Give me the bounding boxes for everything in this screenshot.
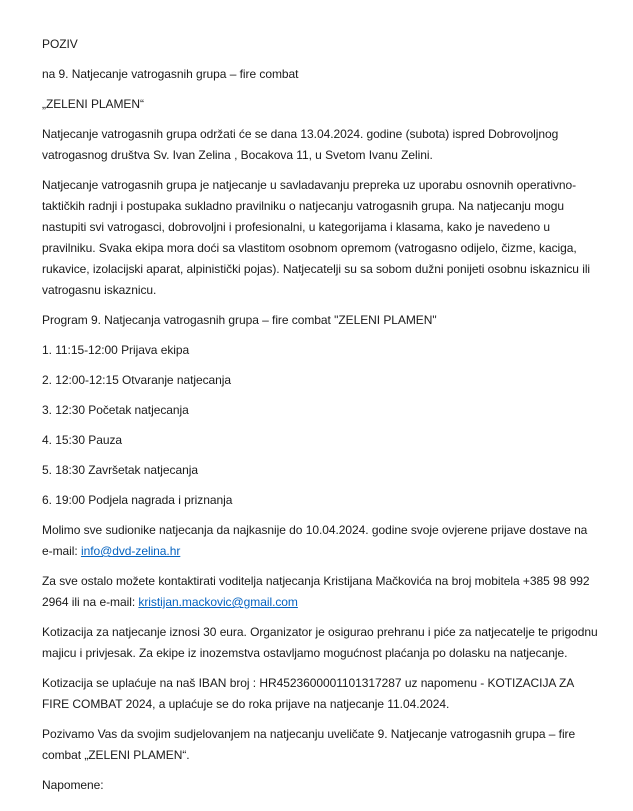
invitation-paragraph: Pozivamo Vas da svojim sudjelovanjem na natjecanju uveličate 9. Natjecanje vatrogasnih grupa – fire combat „ZELENI PLAMEN“.	[42, 727, 576, 762]
program-item-4: 4. 15:30 Pauza	[42, 433, 123, 447]
program-item-1: 1. 11:15-12:00 Prijava ekipa	[42, 343, 190, 357]
applications-email-link[interactable]: info@dvd-zelina.hr	[80, 544, 181, 558]
contact-email-link[interactable]: kristijan.mackovic@gmail.com	[138, 595, 298, 609]
program-item-5: 5. 18:30 Završetak natjecanja	[42, 463, 198, 477]
fee-paragraph: Kotizacija za natjecanje iznosi 30 eura. Organizator je osigurao prehranu i piće za natjecatelje te prigodnu majicu i privjesak. Za ekipe iz inozemstva ostavljamo mogućnost plaćanja po dolasku na natjecanje.	[42, 625, 598, 660]
event-name: „ZELENI PLAMEN“	[42, 97, 144, 111]
applications-text: Molimo sve sudionike natjecanja da najkasnije do 10.04.2024. godine svoje ovjerene prijave dostave na e-mail:	[42, 523, 588, 558]
program-item-2: 2. 12:00-12:15 Otvaranje natjecanja	[42, 373, 232, 387]
program-item-3: 3. 12:30 Početak natjecanja	[42, 403, 189, 417]
program-heading: Program 9. Natjecanja vatrogasnih grupa – fire combat "ZELENI PLAMEN"	[42, 313, 437, 327]
program-item-6: 6. 19:00 Podjela nagrada i priznanja	[42, 493, 233, 507]
notes-heading: Napomene:	[42, 778, 104, 792]
applications-paragraph	[42, 520, 600, 562]
intro-paragraph: Natjecanje vatrogasnih grupa održati će se dana 13.04.2024. godine (subota) ispred Dobrovoljnog vatrogasnog društva Sv. Ivan Zelina , Bocakova 11, u Svetom Ivanu Zelini.	[42, 127, 559, 162]
description-paragraph: Natjecanje vatrogasnih grupa je natjecanje u savladavanju prepreka uz uporabu osnovnih operativno-taktičkih radnji i postupaka sukladno pravilniku o natjecanju vatrogasnih grupa. Na natjecanju mogu nastupiti svi vatrogasci, dobrovoljni i profesionalni, u kategorijama i klasama, kako je navedeno u pravilniku. Svaka ekipa mora doći sa vlastitom osobnom opremom (vatrogasno odijelo, čizme, kaciga, rukavice, izolacijski aparat, alpinistički pojas). Natjecatelji su sa sobom dužni ponijeti osobnu iskaznicu ili vatrogasnu iskaznicu.	[42, 178, 591, 297]
contact-paragraph	[42, 571, 600, 613]
document-subtitle: na 9. Natjecanje vatrogasnih grupa – fire combat	[42, 67, 299, 81]
contact-text: Za sve ostalo možete kontaktirati voditelja natjecanja Kristijana Mačkovića na broj mobitela +385 98 992 2964 ili na e-mail:	[42, 574, 590, 609]
payment-paragraph: Kotizacija se uplaćuje na naš IBAN broj : HR4523600001101317287 uz napomenu - KOTIZACIJA ZA FIRE COMBAT 2024, a uplaćuje se do roka prijave na natjecanje 11.04.2024.	[42, 676, 574, 711]
document-title: POZIV	[42, 37, 78, 51]
